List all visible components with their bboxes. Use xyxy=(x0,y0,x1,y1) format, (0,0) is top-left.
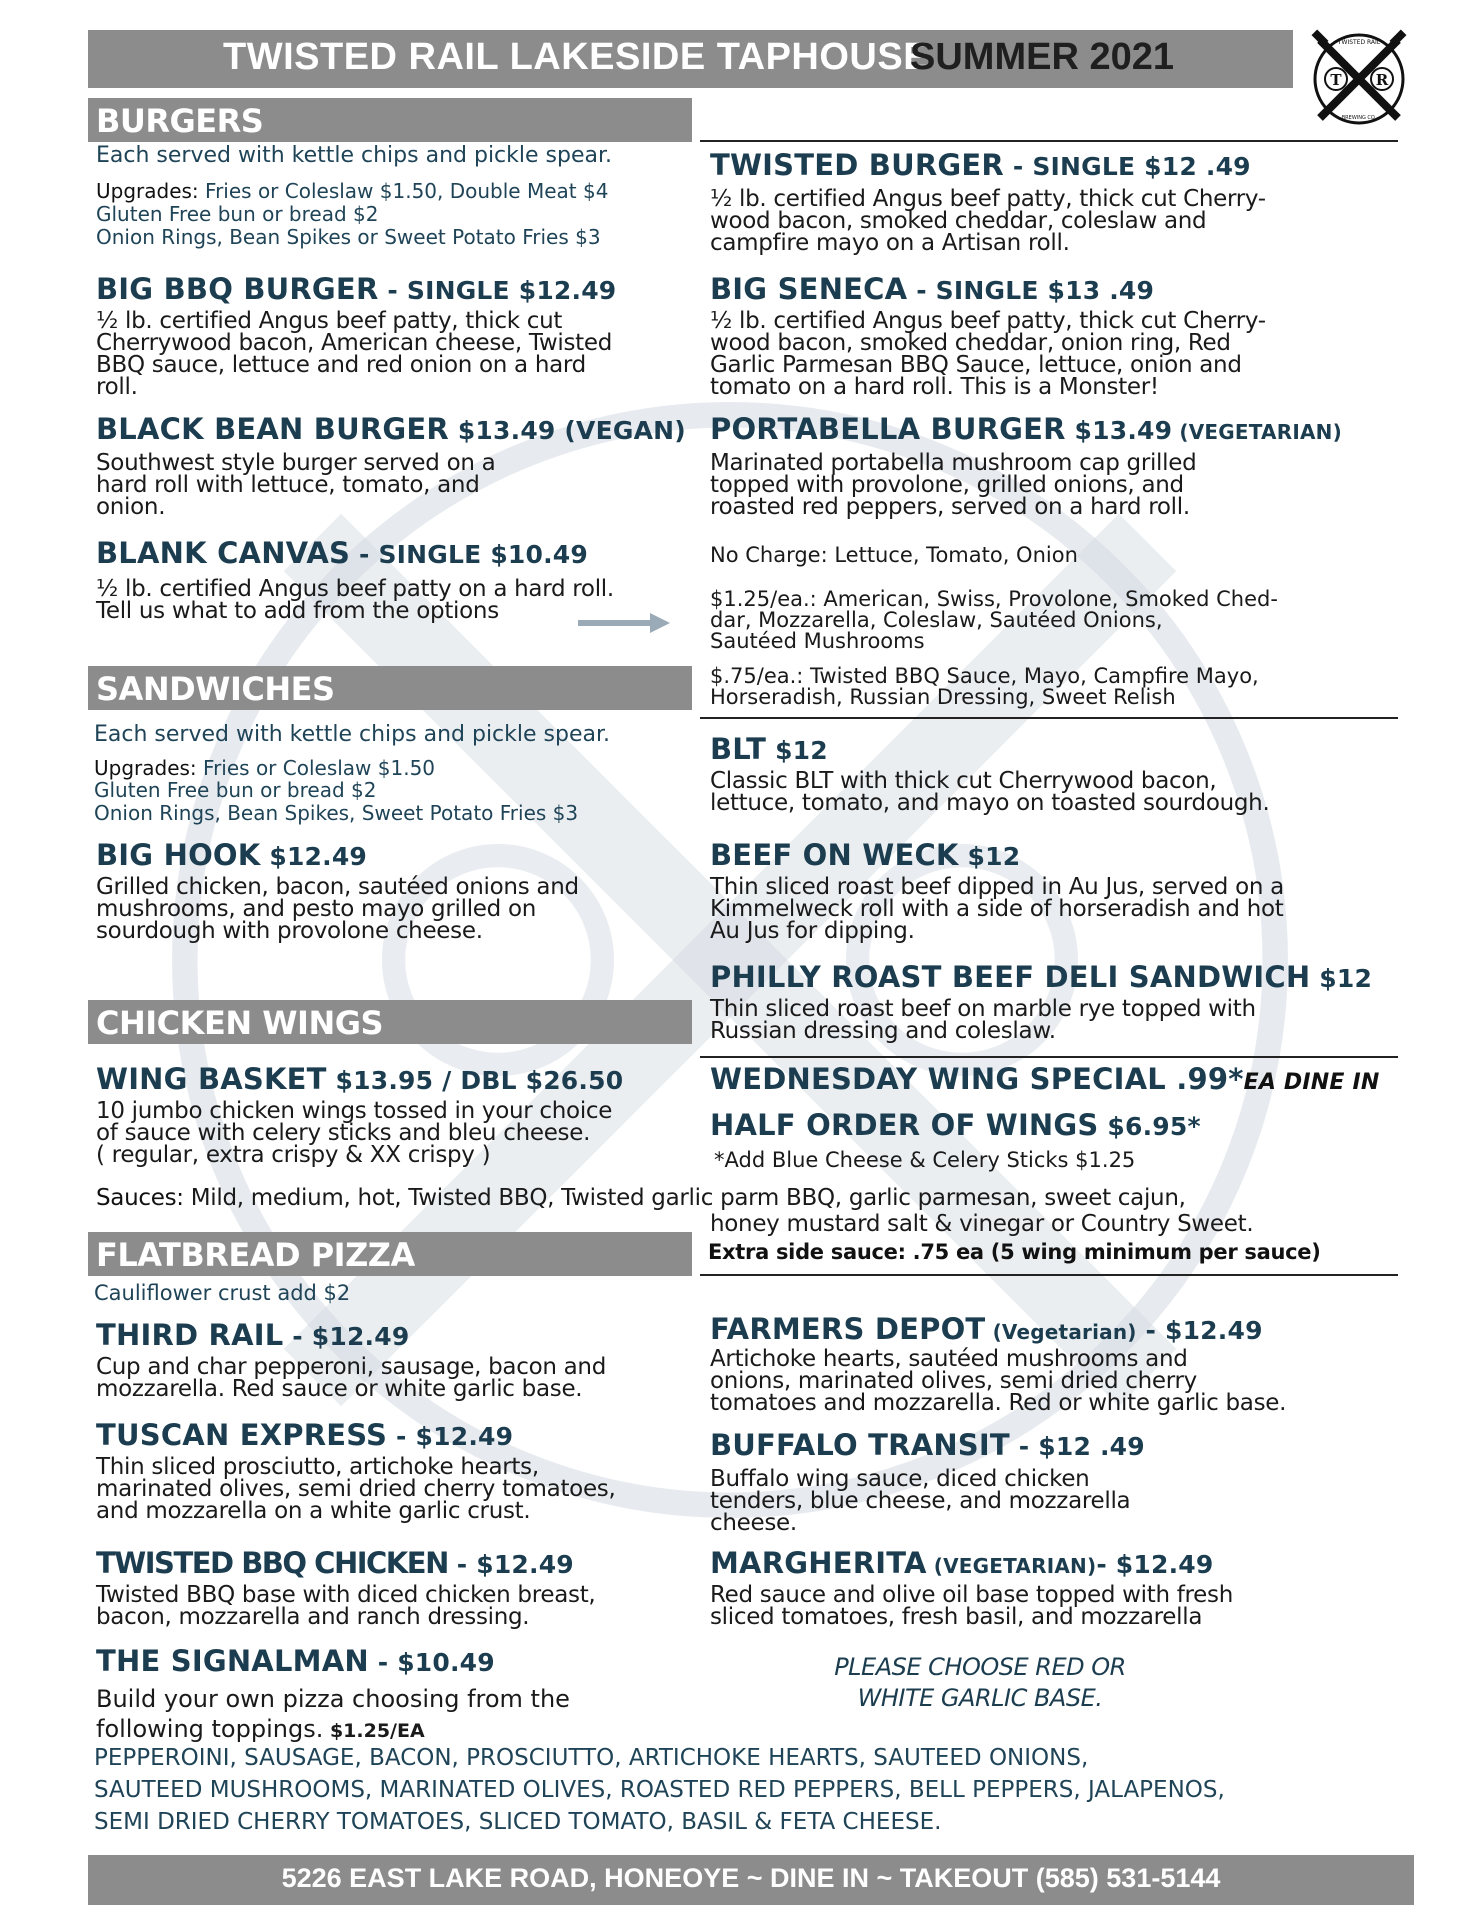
menu-item-title xyxy=(96,838,367,872)
item-price: $6.95* xyxy=(1098,1112,1201,1141)
desc-line: hard roll with lettuce, tomato, and xyxy=(96,472,480,498)
desc-line: mozzarella. Red sauce or white garlic base. xyxy=(96,1376,583,1402)
upgrades-text: Fries or Coleslaw $1.50 xyxy=(196,756,436,780)
menu-item-title xyxy=(96,1644,495,1678)
desc-line: marinated olives, semi dried cherry tomatoes, xyxy=(96,1476,616,1502)
desc-line: onion. xyxy=(96,494,166,520)
item-price: - SINGLE $12.49 xyxy=(378,276,617,305)
desc-line: Artichoke hearts, sautéed mushrooms and xyxy=(710,1346,1188,1372)
arrow-right-icon xyxy=(578,612,670,634)
season-label: SUMMER 2021 xyxy=(910,36,1174,78)
item-description xyxy=(96,876,579,942)
item-name: BIG SENECA xyxy=(710,272,908,306)
desc-line: ½ lb. certified Angus beef patty on a hard roll. xyxy=(96,576,614,602)
upgrades-line: Gluten Free bun or bread $2 xyxy=(96,202,379,226)
sauces-line xyxy=(96,1187,1186,1209)
desc-line: Cup and char pepperoni, sausage, bacon and xyxy=(96,1354,606,1380)
menu-item-title xyxy=(96,1062,623,1096)
section-header-sandwiches xyxy=(88,666,692,710)
item-price: - $12.49 xyxy=(1096,1550,1214,1579)
upgrades-line: Onion Rings, Bean Spikes or Sweet Potato Fries $3 xyxy=(96,225,601,249)
desc-line: tomato on a hard roll. This is a Monster! xyxy=(710,374,1159,400)
menu-item-title xyxy=(710,732,828,766)
wing-special-title xyxy=(710,1062,1379,1096)
section-intro: Cauliflower crust add $2 xyxy=(94,1281,351,1305)
upgrades-label: Upgrades: xyxy=(94,756,197,780)
desc-line: ½ lb. certified Angus beef patty, thick cut xyxy=(96,308,563,334)
item-description xyxy=(710,1468,1130,1534)
title-bar xyxy=(88,30,1293,88)
item-price: $13.49 xyxy=(1065,416,1173,445)
toppings-line: SEMI DRIED CHERRY TOMATOES, SLICED TOMATO, BASIL & FETA CHEESE. xyxy=(94,1809,942,1835)
menu-item-title xyxy=(96,536,588,570)
page-title: TWISTED RAIL LAKESIDE TAPHOUSE xyxy=(223,36,930,78)
options-tier-2 xyxy=(710,666,1259,708)
desc-line: Thin sliced prosciutto, artichoke hearts, xyxy=(96,1454,539,1480)
menu-item-title xyxy=(96,412,686,446)
desc-line: lettuce, tomato, and mayo on toasted sourdough. xyxy=(710,790,1270,816)
item-description xyxy=(96,578,614,622)
upgrades-line: Onion Rings, Bean Spikes, Sweet Potato Fries $3 xyxy=(94,801,579,825)
option-line: Sautéed Mushrooms xyxy=(710,629,925,653)
item-name: BUFFALO TRANSIT xyxy=(710,1428,1010,1462)
desc-line: wood bacon, smoked cheddar, coleslaw and xyxy=(710,208,1207,234)
item-name: THE SIGNALMAN xyxy=(96,1644,369,1678)
menu-item-title xyxy=(710,272,1154,306)
desc-line: Red sauce and olive oil base topped with fresh xyxy=(710,1582,1233,1608)
item-tag: (Vegetarian) xyxy=(985,1320,1137,1344)
desc-line: Southwest style burger served on a xyxy=(96,450,496,476)
divider xyxy=(700,717,1398,719)
option-line: Horseradish, Russian Dressing, Sweet Relish xyxy=(710,685,1176,709)
desc-line: bacon, mozzarella and ranch dressing. xyxy=(96,1604,530,1630)
divider xyxy=(700,140,1398,142)
item-description xyxy=(710,452,1196,518)
item-description xyxy=(710,1584,1233,1628)
menu-item-title xyxy=(710,1312,1263,1346)
item-name: BIG HOOK xyxy=(96,838,261,872)
desc-line: cheese. xyxy=(710,1510,797,1536)
item-tag: (VEGETARIAN) xyxy=(926,1554,1097,1578)
item-price: - $12.49 xyxy=(447,1550,574,1579)
item-description xyxy=(710,188,1266,254)
menu-item-title xyxy=(96,1318,409,1352)
item-price: $13.95 / DBL $26.50 xyxy=(326,1066,624,1095)
logo-letter-left: T xyxy=(1330,71,1342,89)
desc-line: Grilled chicken, bacon, sautéed onions and xyxy=(96,874,579,900)
sauces-label: Sauces: xyxy=(96,1185,184,1211)
item-price: $12 xyxy=(766,736,828,765)
desc-line: campfire mayo on a Artisan roll. xyxy=(710,230,1070,256)
item-price: - $12 .49 xyxy=(1009,1432,1145,1461)
item-name: PHILLY ROAST BEEF DELI SANDWICH xyxy=(710,960,1311,994)
item-price: - SINGLE $13 .49 xyxy=(907,276,1155,305)
item-name: BEEF ON WECK xyxy=(710,838,959,872)
menu-item-title xyxy=(96,272,616,306)
item-price: $12 xyxy=(1310,964,1373,993)
wing-addon: *Add Blue Cheese & Celery Sticks $1.25 xyxy=(714,1148,1136,1172)
option-line: $1.25/ea.: American, Swiss, Provolone, Smoked Ched- xyxy=(710,587,1278,611)
item-tag: EA DINE IN xyxy=(1243,1070,1380,1095)
desc-line: of sauce with celery sticks and bleu cheese. xyxy=(96,1120,591,1146)
half-order-title xyxy=(710,1108,1201,1142)
item-description xyxy=(96,1356,606,1400)
desc-line: Classic BLT with thick cut Cherrywood bacon, xyxy=(710,768,1217,794)
item-price: - SINGLE $12 .49 xyxy=(1003,152,1251,181)
desc-line: BBQ sauce, lettuce and red onion on a hard xyxy=(96,352,586,378)
item-price: $13.49 (VEGAN) xyxy=(448,416,686,445)
menu-item-title xyxy=(710,412,1342,446)
menu-item-title xyxy=(710,1546,1213,1580)
toppings-list xyxy=(94,1742,1225,1838)
note-line: PLEASE CHOOSE RED OR xyxy=(834,1653,1126,1681)
divider xyxy=(700,1056,1398,1058)
menu-item-title xyxy=(710,148,1251,182)
item-price: - $10.49 xyxy=(368,1648,495,1677)
desc-line: Thin sliced roast beef dipped in Au Jus, served on a xyxy=(710,874,1284,900)
desc-line: tenders, blue cheese, and mozzarella xyxy=(710,1488,1131,1514)
desc-line: ½ lb. certified Angus beef patty, thick cut Cherry- xyxy=(710,186,1266,212)
options-tier-1 xyxy=(710,589,1278,652)
desc-line: topped with provolone, grilled onions, and xyxy=(710,472,1184,498)
item-name: THIRD RAIL xyxy=(96,1318,284,1352)
upgrades-text: Fries or Coleslaw $1.50, Double Meat $4 xyxy=(198,179,609,203)
desc-line: Thin sliced roast beef on marble rye topped with xyxy=(710,996,1256,1022)
item-name: BIG BBQ BURGER xyxy=(96,272,379,306)
desc-line: mushrooms, and pesto mayo grilled on xyxy=(96,896,536,922)
desc-line: sourdough with provolone cheese. xyxy=(96,918,483,944)
item-name: HALF ORDER OF WINGS xyxy=(710,1108,1099,1142)
toppings-line: SAUTEED MUSHROOMS, MARINATED OLIVES, ROASTED RED PEPPERS, BELL PEPPERS, JALAPENOS, xyxy=(94,1777,1225,1803)
desc-line: Russian dressing and coleslaw. xyxy=(710,1018,1056,1044)
desc-line: sliced tomatoes, fresh basil, and mozzarella xyxy=(710,1604,1203,1630)
section-title: FLATBREAD PIZZA xyxy=(96,1236,415,1274)
section-title: SANDWICHES xyxy=(96,670,335,708)
menu-item-title xyxy=(96,1546,574,1580)
item-name: WING BASKET xyxy=(96,1062,327,1096)
option-line: $.75/ea.: Twisted BBQ Sauce, Mayo, Campfire Mayo, xyxy=(710,664,1259,688)
menu-item-title xyxy=(710,960,1372,994)
item-price: - $12.49 xyxy=(387,1422,514,1451)
upgrades-line xyxy=(94,757,435,780)
item-price: $12.49 xyxy=(260,842,368,871)
brewery-logo-icon xyxy=(1304,24,1414,134)
desc-line: 10 jumbo chicken wings tossed in your choice xyxy=(96,1098,613,1124)
item-price: - SINGLE $10.49 xyxy=(350,540,588,569)
item-name: TWISTED BURGER xyxy=(710,148,1004,182)
sauces-text: Mild, medium, hot, Twisted BBQ, Twisted garlic parm BBQ, garlic parmesan, sweet cajun, xyxy=(183,1185,1186,1211)
item-description xyxy=(96,1456,616,1522)
item-description xyxy=(710,998,1256,1042)
desc-line: roasted red peppers, served on a hard roll. xyxy=(710,494,1190,520)
item-name: TWISTED BBQ CHICKEN xyxy=(96,1546,448,1580)
item-name: WEDNESDAY WING SPECIAL .99* xyxy=(710,1062,1244,1096)
desc-line: ( regular, extra crispy & XX crispy ) xyxy=(96,1142,491,1168)
desc-line: and mozzarella on a white garlic crust. xyxy=(96,1498,531,1524)
item-name: MARGHERITA xyxy=(710,1546,927,1580)
desc-text: following toppings. xyxy=(96,1715,324,1743)
desc-line: Garlic Parmesan BBQ Sauce, lettuce, onion and xyxy=(710,352,1242,378)
desc-line: Tell us what to add from the options xyxy=(96,598,499,624)
note-line: WHITE GARLIC BASE. xyxy=(857,1684,1103,1712)
desc-line: wood bacon, smoked cheddar, onion ring, Red xyxy=(710,330,1231,356)
desc-line: roll. xyxy=(96,374,138,400)
desc-line: Twisted BBQ base with diced chicken breast, xyxy=(96,1582,596,1608)
menu-item-title xyxy=(710,1428,1145,1462)
menu-item-title xyxy=(710,838,1020,872)
options-no-charge: No Charge: Lettuce, Tomato, Onion xyxy=(710,543,1078,567)
option-line: dar, Mozzarella, Coleslaw, Sautéed Onions, xyxy=(710,608,1163,632)
extra-sauce-note: Extra side sauce: .75 ea (5 wing minimum per sauce) xyxy=(708,1240,1321,1264)
section-header-burgers xyxy=(88,98,692,142)
desc-line: onions, marinated olives, semi dried cherry xyxy=(710,1368,1197,1394)
item-description xyxy=(96,452,495,518)
item-description xyxy=(96,1584,595,1628)
base-choice-note xyxy=(780,1652,1180,1714)
logo-text-bottom: BREWING CO. xyxy=(1341,115,1377,121)
desc-line: Kimmelweck roll with a side of horseradish and hot xyxy=(710,896,1284,922)
item-name: BLACK BEAN BURGER xyxy=(96,412,449,446)
section-header-flatbread-pizza xyxy=(88,1232,692,1276)
desc-line: Cherrywood bacon, American cheese, Twisted xyxy=(96,330,613,356)
upgrades-line: Gluten Free bun or bread $2 xyxy=(94,778,377,802)
item-price: - $12.49 xyxy=(1136,1316,1263,1345)
section-intro: Each served with kettle chips and pickle spear. xyxy=(96,143,612,168)
toppings-line: PEPPEROINI, SAUSAGE, BACON, PROSCIUTTO, ARTICHOKE HEARTS, SAUTEED ONIONS, xyxy=(94,1745,1089,1771)
desc-line: Buffalo wing sauce, diced chicken xyxy=(710,1466,1090,1492)
item-tag: (VEGETARIAN) xyxy=(1172,420,1342,444)
item-description xyxy=(96,310,612,398)
item-name: BLANK CANVAS xyxy=(96,536,351,570)
footer-bar xyxy=(88,1855,1414,1905)
desc-line: Au Jus for dipping. xyxy=(710,918,915,944)
item-price: $12 xyxy=(958,842,1021,871)
desc-line: ½ lb. certified Angus beef patty, thick cut Cherry- xyxy=(710,308,1266,334)
section-title: CHICKEN WINGS xyxy=(96,1004,384,1042)
item-description xyxy=(96,1684,570,1746)
item-name: PORTABELLA BURGER xyxy=(710,412,1066,446)
item-description xyxy=(96,1100,612,1166)
item-description xyxy=(710,310,1266,398)
section-header-chicken-wings xyxy=(88,1000,692,1044)
item-description xyxy=(710,770,1269,814)
topping-price: $1.25/EA xyxy=(323,1720,425,1742)
sauces-line: honey mustard salt & vinegar or Country Sweet. xyxy=(710,1211,1254,1237)
desc-line: Marinated portabella mushroom cap grilled xyxy=(710,450,1197,476)
logo-letter-right: R xyxy=(1375,71,1389,89)
desc-line: Build your own pizza choosing from the xyxy=(96,1685,570,1713)
item-name: FARMERS DEPOT xyxy=(710,1312,986,1346)
upgrades-line xyxy=(96,180,608,203)
section-intro: Each served with kettle chips and pickle spear. xyxy=(94,722,610,747)
item-name: TUSCAN EXPRESS xyxy=(96,1418,388,1452)
menu-item-title xyxy=(96,1418,513,1452)
desc-line: tomatoes and mozzarella. Red or white garlic base. xyxy=(710,1390,1287,1416)
footer-contact: 5226 EAST LAKE ROAD, HONEOYE ~ DINE IN ~ TAKEOUT (585) 531-5144 xyxy=(281,1863,1221,1893)
item-description xyxy=(710,1348,1286,1414)
item-name: BLT xyxy=(710,732,767,766)
logo-text-top: TWISTED RAIL xyxy=(1337,39,1381,46)
divider xyxy=(700,1274,1398,1276)
item-price: - $12.49 xyxy=(283,1322,410,1351)
item-description xyxy=(710,876,1284,942)
upgrades-label: Upgrades: xyxy=(96,179,199,203)
section-title: BURGERS xyxy=(96,102,264,140)
